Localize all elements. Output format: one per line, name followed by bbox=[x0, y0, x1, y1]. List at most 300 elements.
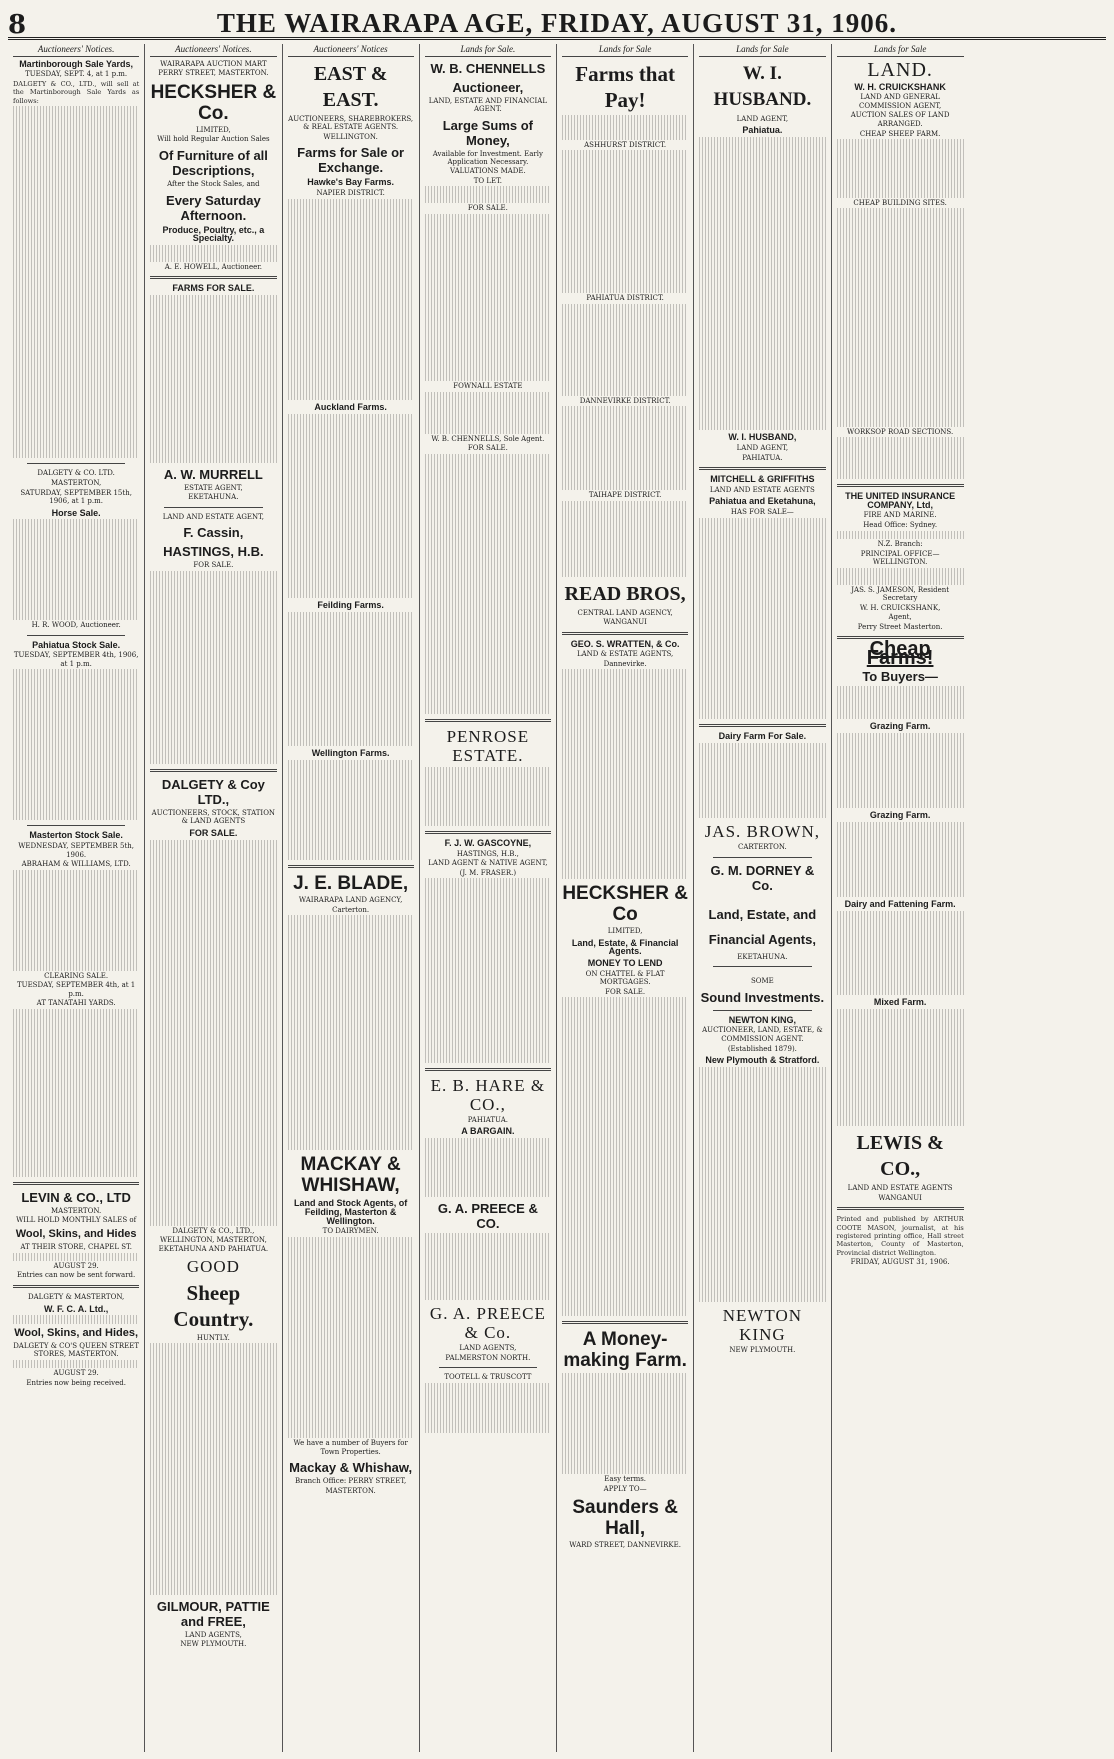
ad-title: Farms that Pay! bbox=[575, 61, 675, 112]
text-line bbox=[13, 1152, 139, 1160]
column-6 bbox=[694, 44, 831, 1752]
text-line bbox=[562, 1106, 688, 1114]
text-line bbox=[150, 1100, 276, 1108]
text-line bbox=[699, 414, 825, 422]
text-line bbox=[699, 793, 825, 801]
text-line bbox=[150, 999, 276, 1007]
text-line bbox=[13, 1076, 139, 1084]
text-line bbox=[699, 321, 825, 329]
text-line bbox=[288, 548, 414, 556]
ad-title: HECKSHER & Co. bbox=[150, 81, 277, 124]
text-line bbox=[425, 1055, 551, 1063]
ad-title: LEWIS & CO., bbox=[856, 1132, 944, 1181]
ad-place: WANGANUI bbox=[878, 1193, 922, 1202]
text-line bbox=[288, 341, 414, 349]
text-line bbox=[150, 966, 276, 974]
ad-section: TO LET. bbox=[473, 176, 502, 185]
text-line bbox=[288, 1346, 414, 1354]
divider bbox=[713, 857, 811, 858]
ad-title: HECKSHER & Co bbox=[562, 883, 688, 926]
text-line bbox=[562, 1224, 688, 1232]
divider bbox=[27, 635, 125, 636]
text-line bbox=[13, 787, 139, 795]
ad-title: MACKAY & WHISHAW, bbox=[300, 1154, 401, 1197]
ad-goods: Of Furniture of all Descriptions, bbox=[158, 147, 268, 178]
text-line bbox=[150, 379, 276, 387]
ad-title: Sheep Country. bbox=[173, 1281, 254, 1332]
text-line bbox=[288, 430, 414, 438]
text-line bbox=[837, 401, 964, 409]
ad-date: SATURDAY, SEPTEMBER 15th, 1906, at 1 p.m. bbox=[20, 488, 132, 506]
text-line bbox=[150, 253, 276, 261]
text-line bbox=[288, 1304, 414, 1312]
divider bbox=[288, 865, 414, 868]
text-line bbox=[699, 694, 825, 702]
imprint-text: Printed and published by ARTHUR COOTE MASON, journalist, at his registered printing office, Hall street Masterton, County of Masterton, Provincial district Wellington. bbox=[836, 1215, 964, 1257]
ad-subtitle: Land and Stock Agents, of Feilding, Masterton & Wellington. bbox=[294, 1198, 408, 1226]
text-line bbox=[837, 437, 964, 445]
text-line bbox=[13, 198, 139, 206]
text-line bbox=[288, 531, 414, 539]
text-line bbox=[13, 223, 139, 231]
text-line bbox=[288, 949, 414, 957]
text-line bbox=[288, 249, 414, 257]
ad-text: LAND AND ESTATE AGENT, bbox=[162, 512, 265, 521]
text-line bbox=[837, 576, 964, 584]
text-line bbox=[699, 560, 825, 568]
text-line bbox=[562, 829, 688, 837]
text-line bbox=[562, 686, 688, 694]
text-line bbox=[562, 1390, 688, 1398]
text-line bbox=[699, 154, 825, 162]
text-line bbox=[837, 741, 964, 749]
text-line bbox=[288, 1270, 414, 1278]
ad-subtitle: LAND & ESTATE AGENTS, bbox=[576, 650, 674, 659]
text-line bbox=[562, 1457, 688, 1465]
ad-subtitle: Auctioneer, bbox=[452, 79, 524, 95]
text-line bbox=[425, 546, 551, 554]
text-line bbox=[562, 854, 688, 862]
ad-subtitle: FOR SALE. bbox=[189, 828, 238, 839]
text-line bbox=[13, 695, 139, 703]
text-line bbox=[13, 282, 139, 290]
text-line bbox=[699, 669, 825, 677]
text-line bbox=[562, 1190, 688, 1198]
ad-section: Auckland Farms. bbox=[314, 401, 387, 412]
ad-subtitle: AUCTION SALES OF LAND ARRANGED. bbox=[850, 111, 950, 128]
text-line bbox=[425, 323, 551, 331]
text-line bbox=[837, 783, 964, 791]
text-line bbox=[837, 1109, 964, 1117]
text-line bbox=[13, 156, 139, 164]
text-line bbox=[562, 115, 688, 123]
text-line bbox=[699, 1126, 825, 1134]
text-line bbox=[562, 1174, 688, 1182]
text-line bbox=[837, 758, 964, 766]
text-line bbox=[13, 249, 139, 257]
text-line bbox=[837, 694, 964, 702]
columns bbox=[8, 44, 1106, 1752]
text-line bbox=[562, 1249, 688, 1257]
text-line bbox=[425, 572, 551, 580]
text-line bbox=[13, 804, 139, 812]
text-line bbox=[13, 173, 139, 181]
ad-subtitle: (J. M. FRASER.) bbox=[459, 868, 517, 877]
ad-firm: DALGETY & MASTERTON, bbox=[28, 1293, 125, 1302]
text-line bbox=[562, 1090, 688, 1098]
text-line bbox=[562, 1048, 688, 1056]
text-line bbox=[150, 848, 276, 856]
text-line bbox=[562, 1115, 688, 1123]
text-line bbox=[150, 1184, 276, 1192]
text-line bbox=[150, 1511, 276, 1519]
text-line bbox=[150, 1460, 276, 1468]
text-line bbox=[562, 1073, 688, 1081]
text-line bbox=[150, 1075, 276, 1083]
text-line bbox=[837, 1042, 964, 1050]
text-line bbox=[150, 1343, 276, 1351]
ad-store: DALGETY & CO'S QUEEN STREET STORES, MASTERTON. bbox=[13, 1341, 140, 1359]
text-line bbox=[425, 672, 551, 680]
text-line bbox=[425, 255, 551, 263]
text-line bbox=[562, 1373, 688, 1381]
text-line bbox=[837, 792, 964, 800]
text-line bbox=[699, 1285, 825, 1293]
ad-title: F. J. W. GASCOYNE, bbox=[444, 837, 532, 848]
ad-signature: W. B. CHENNELLS, Sole Agent. bbox=[431, 434, 545, 443]
text-line bbox=[13, 140, 139, 148]
text-line bbox=[288, 366, 414, 374]
text-line bbox=[837, 822, 964, 830]
text-line bbox=[150, 1410, 276, 1418]
ad-text: We have a number of Buyers for Town Properties. bbox=[293, 1439, 408, 1456]
text-line bbox=[699, 810, 825, 818]
text-line bbox=[425, 971, 551, 979]
divider bbox=[699, 467, 825, 470]
ad-date: TUESDAY, SEPTEMBER 4th, at 1 p.m. bbox=[17, 981, 136, 998]
text-line bbox=[837, 173, 964, 181]
text-line bbox=[13, 812, 139, 820]
text-line bbox=[562, 337, 688, 345]
text-line bbox=[562, 304, 688, 312]
text-line bbox=[13, 1135, 139, 1143]
text-line bbox=[699, 1109, 825, 1117]
text-line bbox=[150, 915, 276, 923]
text-line bbox=[562, 1241, 688, 1249]
text-line bbox=[699, 660, 825, 668]
text-line bbox=[150, 345, 276, 353]
text-line bbox=[699, 1260, 825, 1268]
text-line bbox=[13, 333, 139, 341]
text-line bbox=[13, 433, 139, 441]
text-line bbox=[425, 272, 551, 280]
ad-title: W. I. HUSBAND, bbox=[728, 432, 797, 443]
divider bbox=[562, 632, 688, 635]
text-line bbox=[837, 830, 964, 838]
text-line bbox=[288, 1066, 414, 1074]
text-line bbox=[562, 711, 688, 719]
text-line bbox=[288, 941, 414, 949]
text-line bbox=[13, 274, 139, 282]
ad-title: Masterton Stock Sale. bbox=[29, 830, 123, 841]
text-line bbox=[13, 570, 139, 578]
ad-district: DANNEVIRKE DISTRICT. bbox=[579, 396, 671, 405]
column-5 bbox=[557, 44, 694, 1752]
text-line bbox=[837, 462, 964, 470]
text-line bbox=[562, 728, 688, 736]
text-line bbox=[837, 1051, 964, 1059]
text-line bbox=[699, 652, 825, 660]
text-line bbox=[425, 454, 551, 462]
text-line bbox=[288, 1237, 414, 1245]
text-line bbox=[13, 1068, 139, 1076]
text-line bbox=[699, 627, 825, 635]
text-line bbox=[425, 348, 551, 356]
column-1 bbox=[8, 44, 145, 1752]
ad-goods: Wool, Skins, and Hides bbox=[15, 1227, 137, 1240]
text-line bbox=[288, 324, 414, 332]
text-line bbox=[150, 655, 276, 663]
text-line bbox=[288, 1312, 414, 1320]
text-line bbox=[699, 1075, 825, 1083]
text-line bbox=[837, 360, 964, 368]
newspaper-title: THE WAIRARAPA AGE, FRIDAY, AUGUST 31, 1906. bbox=[216, 8, 898, 38]
text-line bbox=[150, 1494, 276, 1502]
text-line bbox=[837, 775, 964, 783]
divider bbox=[562, 1321, 688, 1324]
text-line bbox=[288, 383, 414, 391]
text-line bbox=[150, 1452, 276, 1460]
text-line bbox=[699, 1218, 825, 1226]
text-line bbox=[425, 1188, 551, 1196]
text-line bbox=[562, 1165, 688, 1173]
text-line bbox=[699, 702, 825, 710]
text-line bbox=[425, 314, 551, 322]
text-line bbox=[13, 595, 139, 603]
ad-firm: DALGETY & CO. LTD. bbox=[37, 469, 115, 478]
masthead bbox=[8, 6, 1106, 40]
text-line bbox=[13, 612, 139, 620]
text-line bbox=[837, 190, 964, 198]
imprint-date: FRIDAY, AUGUST 31, 1906. bbox=[850, 1258, 950, 1267]
text-line bbox=[13, 1168, 139, 1176]
text-line bbox=[13, 391, 139, 399]
text-line bbox=[288, 439, 414, 447]
text-line bbox=[150, 705, 276, 713]
text-line bbox=[837, 418, 964, 426]
text-line bbox=[562, 1232, 688, 1240]
text-line bbox=[699, 347, 825, 355]
text-line bbox=[288, 358, 414, 366]
ad-subtitle: CENTRAL LAND AGENCY, bbox=[577, 608, 673, 617]
text-line bbox=[150, 756, 276, 764]
text-line bbox=[562, 362, 688, 370]
ad-section: FOR SALE. bbox=[605, 987, 646, 996]
text-line bbox=[288, 1075, 414, 1083]
text-line bbox=[837, 351, 964, 359]
column-heading: Lands for Sale bbox=[699, 44, 825, 57]
text-line bbox=[150, 739, 276, 747]
text-line bbox=[425, 784, 551, 792]
text-line bbox=[562, 209, 688, 217]
text-line bbox=[425, 521, 551, 529]
text-line bbox=[425, 1138, 551, 1146]
text-line bbox=[150, 604, 276, 612]
text-line bbox=[288, 422, 414, 430]
ad-title: W. H. CRUICKSHANK bbox=[854, 81, 946, 92]
ad-subtitle: Land, Estate, and bbox=[708, 906, 817, 922]
ad-place: WANGANUI bbox=[603, 618, 647, 627]
text-line bbox=[425, 996, 551, 1004]
text-line bbox=[288, 1295, 414, 1303]
text-line bbox=[562, 167, 688, 175]
text-line bbox=[425, 580, 551, 588]
ad-office: PRINCIPAL OFFICE—WELLINGTON. bbox=[860, 549, 940, 567]
text-line bbox=[150, 245, 276, 253]
text-line bbox=[562, 518, 688, 526]
text-line bbox=[837, 711, 964, 719]
text-line bbox=[699, 246, 825, 254]
divider bbox=[27, 463, 125, 464]
text-line bbox=[288, 1430, 414, 1438]
text-line bbox=[837, 376, 964, 384]
text-line bbox=[699, 677, 825, 685]
text-line bbox=[13, 878, 139, 886]
text-line bbox=[288, 232, 414, 240]
text-line bbox=[150, 1175, 276, 1183]
ad-subtitle: AUCTIONEERS, STOCK, STATION & LAND AGENTS bbox=[151, 808, 276, 826]
text-line bbox=[837, 156, 964, 164]
text-line bbox=[150, 613, 276, 621]
text-line bbox=[562, 482, 688, 490]
text-line bbox=[288, 472, 414, 480]
text-line bbox=[699, 204, 825, 212]
text-line bbox=[699, 372, 825, 380]
text-line bbox=[13, 1093, 139, 1101]
text-line bbox=[288, 1421, 414, 1429]
text-line bbox=[13, 587, 139, 595]
text-line bbox=[837, 1009, 964, 1017]
text-line bbox=[150, 1435, 276, 1443]
text-line bbox=[699, 305, 825, 313]
text-line bbox=[288, 207, 414, 215]
ad-title: Sound Investments. bbox=[700, 989, 825, 1005]
text-line bbox=[288, 1142, 414, 1150]
text-line bbox=[425, 1416, 551, 1424]
text-line bbox=[562, 1065, 688, 1073]
text-line bbox=[425, 878, 551, 886]
text-line bbox=[150, 454, 276, 462]
text-line bbox=[425, 903, 551, 911]
ad-title: Horse Sale. bbox=[51, 507, 101, 518]
text-line bbox=[288, 573, 414, 581]
ad-title: GOOD bbox=[186, 1257, 240, 1277]
text-line bbox=[425, 339, 551, 347]
text-line bbox=[562, 276, 688, 284]
text-line bbox=[562, 1216, 688, 1224]
text-line bbox=[150, 957, 276, 965]
ad-section: FOWNALL ESTATE bbox=[453, 382, 523, 391]
text-line bbox=[425, 488, 551, 496]
ad-firm: DALGETY & CO., LTD., bbox=[172, 1226, 255, 1235]
ad-office: N.Z. Branch: bbox=[877, 539, 923, 548]
ad-place: PAHIATUA. bbox=[467, 1115, 509, 1124]
text-line bbox=[13, 703, 139, 711]
text-line bbox=[13, 753, 139, 761]
text-line bbox=[837, 164, 964, 172]
text-line bbox=[562, 406, 688, 414]
ad-district: ASHHURST DISTRICT. bbox=[584, 140, 667, 149]
text-line bbox=[562, 1398, 688, 1406]
text-line bbox=[288, 1371, 414, 1379]
text-line bbox=[837, 276, 964, 284]
text-line bbox=[837, 225, 964, 233]
text-line bbox=[150, 856, 276, 864]
column-4 bbox=[420, 44, 557, 1752]
text-line bbox=[699, 221, 825, 229]
text-line bbox=[837, 702, 964, 710]
text-line bbox=[562, 737, 688, 745]
text-line bbox=[699, 137, 825, 145]
text-line bbox=[288, 523, 414, 531]
text-line bbox=[562, 837, 688, 845]
text-line bbox=[13, 400, 139, 408]
text-line bbox=[425, 1275, 551, 1283]
text-line bbox=[150, 1150, 276, 1158]
text-line bbox=[150, 688, 276, 696]
text-line bbox=[699, 254, 825, 262]
text-line bbox=[288, 974, 414, 982]
text-line bbox=[150, 1553, 276, 1561]
ad-subtitle: WAIRARAPA LAND AGENCY, bbox=[298, 896, 403, 905]
text-line bbox=[425, 479, 551, 487]
divider bbox=[13, 1285, 139, 1288]
text-line bbox=[150, 890, 276, 898]
text-line bbox=[288, 827, 414, 835]
text-line bbox=[425, 214, 551, 222]
text-line bbox=[150, 1083, 276, 1091]
ad-section: Feilding Farms. bbox=[317, 600, 384, 611]
text-line bbox=[562, 440, 688, 448]
text-line bbox=[288, 924, 414, 932]
text-line bbox=[699, 643, 825, 651]
text-line bbox=[288, 257, 414, 265]
text-line bbox=[13, 912, 139, 920]
text-line bbox=[837, 864, 964, 872]
text-line bbox=[288, 1125, 414, 1133]
text-line bbox=[13, 737, 139, 745]
text-line bbox=[699, 271, 825, 279]
ad-subtitle: ESTATE AGENT, bbox=[184, 483, 243, 492]
text-line bbox=[288, 481, 414, 489]
text-line bbox=[425, 563, 551, 571]
text-line bbox=[562, 320, 688, 328]
text-line bbox=[837, 686, 964, 694]
text-line bbox=[288, 654, 414, 662]
text-line bbox=[699, 1235, 825, 1243]
text-line bbox=[288, 760, 414, 768]
text-line bbox=[837, 446, 964, 454]
ad-place: NEW PLYMOUTH. bbox=[729, 1345, 796, 1354]
text-line bbox=[150, 1200, 276, 1208]
text-line bbox=[562, 1023, 688, 1031]
ad-place: PERRY STREET, MASTERTON. bbox=[158, 69, 269, 78]
text-line bbox=[562, 871, 688, 879]
text-line bbox=[699, 768, 825, 776]
text-line bbox=[288, 224, 414, 232]
ad-place: MASTERTON. bbox=[325, 1486, 376, 1495]
text-line bbox=[13, 307, 139, 315]
